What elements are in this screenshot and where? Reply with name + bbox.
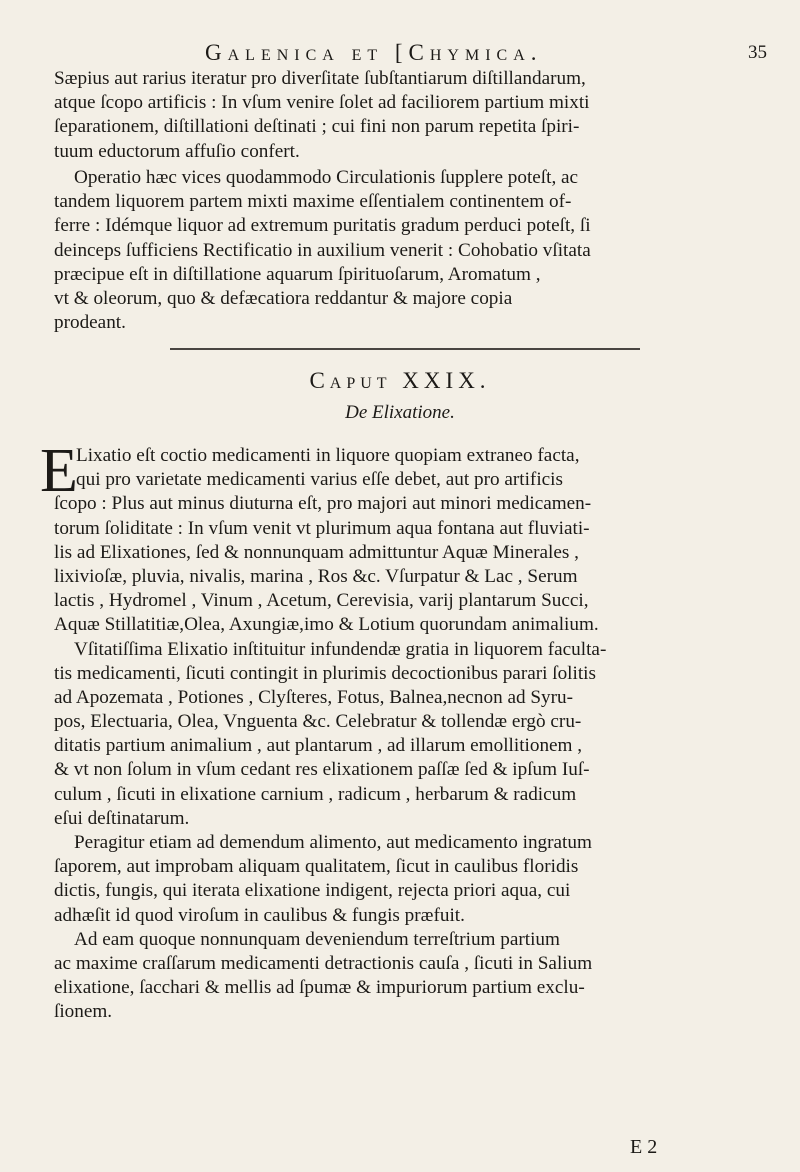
text-line: prodeant. bbox=[54, 312, 126, 334]
text-line: lactis , Hydromel , Vinum , Acetum, Cerevisia, varij plantarum Succi, bbox=[54, 590, 589, 612]
text-line: Vſitatiſſima Elixatio inſtituitur infundendæ gratia in liquorem faculta- bbox=[74, 638, 607, 660]
page-number: 35 bbox=[748, 42, 767, 63]
text-line: vt & oleorum, quo & defæcatiora reddantur & majore copia bbox=[54, 287, 513, 309]
text-line: ad Apozemata , Potiones , Clyſteres, Fotus, Balnea,necnon ad Syru- bbox=[54, 686, 574, 708]
running-title: Galenica et [Chymica. bbox=[205, 40, 543, 65]
text-line: eſui deſtinatarum. bbox=[54, 807, 190, 829]
chapter-title: Caput XXIX. bbox=[309, 368, 491, 393]
text-line: dictis, fungis, qui iterata elixatione indigent, rejecta priori aqua, cui bbox=[54, 880, 571, 902]
text-line: pos, Electuaria, Olea, Vnguenta &c. Celebratur & tollendæ ergò cru- bbox=[54, 711, 582, 733]
text-line: adhæſit id quod viroſum in caulibus & fungis præfuit. bbox=[54, 904, 465, 926]
text-line: torum ſoliditate : In vſum venit vt plurimum aqua fontana aut fluviati- bbox=[54, 517, 590, 539]
text-line: ſionem. bbox=[54, 1001, 113, 1023]
text-line: ferre : Idémque liquor ad extremum puritatis gradum perduci poteſt, ſi bbox=[54, 215, 591, 237]
text-line: ſaporem, aut improbam aliquam qualitatem, ſicut in caulibus floridis bbox=[54, 856, 579, 878]
text-line: Sæpius aut rarius iteratur pro diverſitate ſubſtantiarum diſtillandarum, bbox=[54, 68, 586, 89]
text-line: elixatione, ſacchari & mellis ad ſpumæ & impuriorum partium exclu- bbox=[54, 977, 585, 999]
text-line: culum , ſicuti in elixatione carnium , radicum , herbarum & radicum bbox=[54, 783, 577, 805]
text-line: atque ſcopo artificis : In vſum venire ſolet ad faciliorem partium mixti bbox=[54, 92, 590, 114]
text-line: tandem liquorem partem mixti maxime eſſentialem continentem of- bbox=[54, 191, 572, 213]
text-line: qui pro varietate medicamenti varius eſſe debet, aut pro artificis bbox=[76, 469, 563, 491]
text-line: tis medicamenti, ſicuti contingit in plurimis decoctionibus parari ſolitis bbox=[54, 662, 596, 684]
text-line: Operatio hæc vices quodammodo Circulationis ſupplere poteſt, ac bbox=[74, 167, 579, 188]
section-divider bbox=[170, 348, 640, 350]
signature-mark: E 2 bbox=[630, 1136, 658, 1158]
text-line: Ad eam quoque nonnunquam deveniendum terreſtrium partium bbox=[74, 928, 560, 950]
text-line: ſcopo : Plus aut minus diuturna eſt, pro majori aut minori medicamen- bbox=[54, 493, 592, 515]
paragraph-3 bbox=[54, 444, 766, 1025]
paragraph-2 bbox=[54, 166, 766, 335]
text-line: tuum eductorum affuſio confert. bbox=[54, 140, 300, 162]
paragraph-1 bbox=[54, 67, 766, 164]
chapter-subtitle: De Elixatione. bbox=[345, 402, 455, 423]
text-line: lixivioſæ, pluvia, nivalis, marina , Ros &c. Vſurpatur & Lac , Serum bbox=[54, 565, 578, 587]
drop-cap-initial: E bbox=[40, 437, 78, 505]
text-line: ditatis partium animalium , aut plantarum , ad illarum emollitionem , bbox=[54, 735, 583, 757]
text-line: Lixatio eſt coctio medicamenti in liquore quopiam extraneo facta, bbox=[76, 445, 580, 466]
text-line: deinceps ſufficiens Rectificatio in auxilium venerit : Cohobatio vſitata bbox=[54, 239, 591, 261]
text-line: Aquæ Stillatitiæ,Olea, Axungiæ,imo & Lotium quorundam animalium. bbox=[54, 614, 599, 636]
text-line: ſeparationem, diſtillationi deſtinati ; cui fini non parum repetita ſpiri- bbox=[54, 116, 580, 138]
text-line: lis ad Elixationes, ſed & nonnunquam admittuntur Aquæ Minerales , bbox=[54, 541, 579, 563]
text-line: præcipue eſt in diſtillatione aquarum ſpirituoſarum, Aromatum , bbox=[54, 263, 541, 285]
text-line: & vt non ſolum in vſum cedant res elixationem paſſæ ſed & ipſum Iuſ- bbox=[54, 759, 590, 781]
text-line: Peragitur etiam ad demendum alimento, aut medicamento ingratum bbox=[74, 832, 592, 853]
text-line: ac maxime craſſarum medicamenti detractionis cauſa , ſicuti in Salium bbox=[54, 952, 593, 974]
